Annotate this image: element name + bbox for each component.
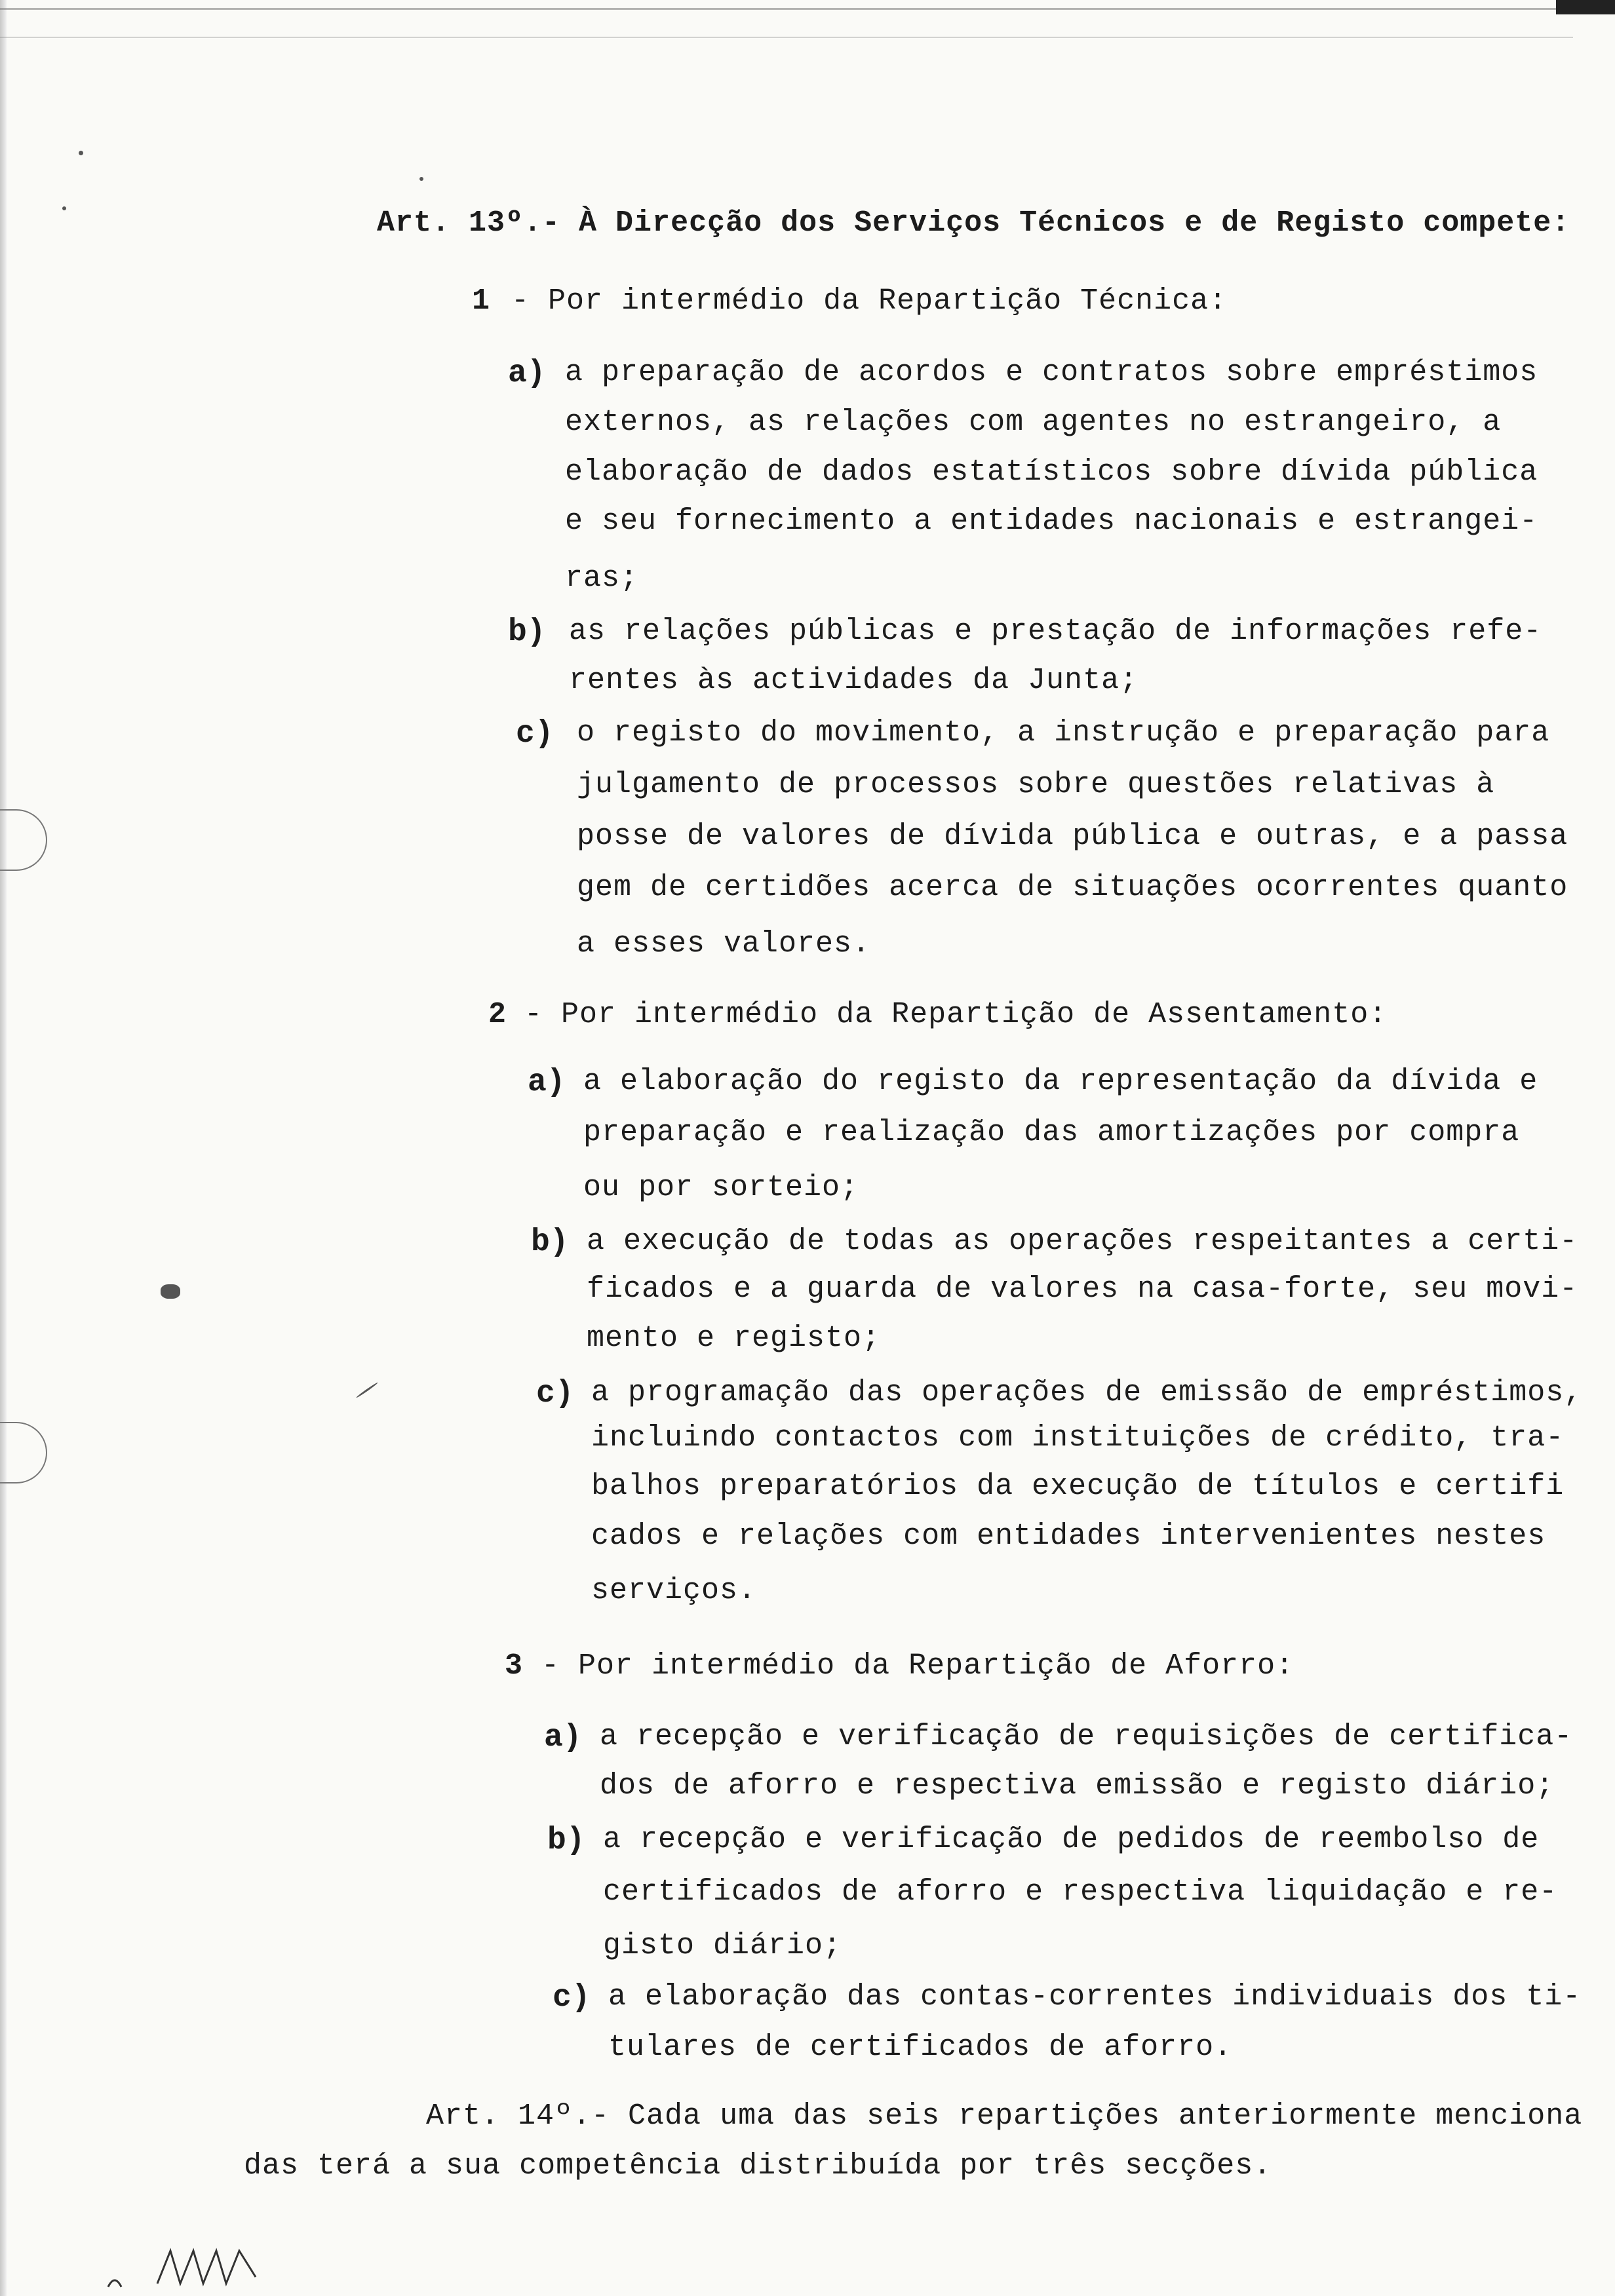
item-3a-line: dos de aforro e respectiva emissão e registo diário; — [600, 1769, 1555, 1803]
item-letter: c) — [553, 1980, 591, 2016]
top-rule-faint — [0, 37, 1573, 38]
section-2-title: - Por intermédio da Repartição de Assentamento: — [524, 998, 1388, 1031]
item-2a-line: preparação e realização das amortizações por compra — [583, 1116, 1520, 1149]
item-1a-line: a preparação de acordos e contratos sobre empréstimos — [565, 356, 1538, 389]
item-2a-line: a elaboração do registo da representação da dívida e — [583, 1065, 1538, 1098]
item-2c-line: cados e relações com entidades intervenientes nestes — [591, 1520, 1546, 1553]
item-1c-line: o registo do movimento, a instrução e preparação para — [577, 716, 1550, 750]
item-2c-line: serviços. — [591, 1574, 757, 1607]
item-3a-line: a recepção e verificação de requisições de certifica- — [600, 1720, 1573, 1753]
item-2b-line: mento e registo; — [587, 1322, 881, 1355]
speck — [419, 177, 423, 181]
section-3-number: 3 — [505, 1649, 524, 1683]
article-13-heading: Art. 13º.- À Direcção dos Serviços Técnicos e de Registo compete: — [377, 206, 1570, 240]
item-letter: b) — [508, 615, 546, 650]
scan-corner-shadow — [1556, 0, 1615, 14]
item-letter: a) — [544, 1720, 582, 1755]
punch-hole — [0, 1422, 47, 1483]
item-1c-line: a esses valores. — [577, 927, 871, 961]
handwritten-scrawl — [105, 2234, 367, 2293]
speck — [62, 206, 66, 210]
article-14-line: das terá a sua competência distribuída por três secções. — [244, 2149, 1272, 2183]
article-14-line: Art. 14º.- Cada uma das seis repartições anteriormente menciona — [426, 2099, 1583, 2133]
item-2c-line: balhos preparatórios da execução de títulos e certifi — [591, 1470, 1565, 1503]
section-2-number: 2 — [488, 998, 507, 1031]
pen-stroke — [356, 1382, 378, 1398]
section-3-title: - Por intermédio da Repartição de Aforro: — [541, 1649, 1294, 1683]
item-2c-line: incluindo contactos com instituições de crédito, tra- — [591, 1421, 1565, 1455]
paper-left-edge — [0, 0, 7, 2296]
item-letter: c) — [516, 716, 554, 752]
item-1a-line: e seu fornecimento a entidades nacionais e estrangei- — [565, 505, 1538, 538]
item-1c-line: gem de certidões acerca de situações ocorrentes quanto — [577, 871, 1568, 904]
item-3c-line: tulares de certificados de aforro. — [608, 2031, 1233, 2064]
item-1c-line: posse de valores de dívida pública e outras, e a passa — [577, 820, 1568, 853]
item-2b-line: a execução de todas as operações respeitantes a certi- — [587, 1225, 1578, 1258]
punch-hole — [0, 809, 47, 871]
item-letter: a) — [508, 356, 546, 391]
item-letter: a) — [528, 1065, 566, 1100]
item-1a-line: elaboração de dados estatísticos sobre dívida pública — [565, 455, 1538, 489]
top-rule — [0, 8, 1566, 10]
item-3b-line: gisto diário; — [603, 1929, 842, 1962]
item-letter: b) — [547, 1823, 585, 1858]
item-1a-line: ras; — [565, 562, 639, 595]
item-3b-line: certificados de aforro e respectiva liquidação e re- — [603, 1875, 1558, 1909]
item-1b-line: as relações públicas e prestação de informações refe- — [569, 615, 1542, 648]
item-2b-line: ficados e a guarda de valores na casa-forte, seu movi- — [587, 1272, 1578, 1306]
item-1c-line: julgamento de processos sobre questões relativas à — [577, 768, 1495, 801]
item-1b-line: rentes às actividades da Junta; — [569, 664, 1138, 697]
ink-blot — [161, 1284, 180, 1299]
section-1-number: 1 — [472, 284, 491, 318]
item-3c-line: a elaboração das contas-correntes individuais dos ti- — [608, 1980, 1582, 2014]
item-1a-line: externos, as relações com agentes no estrangeiro, a — [565, 406, 1502, 439]
item-2a-line: ou por sorteio; — [583, 1171, 859, 1204]
item-3b-line: a recepção e verificação de pedidos de reembolso de — [603, 1823, 1540, 1856]
section-1-title: - Por intermédio da Repartição Técnica: — [511, 284, 1228, 318]
speck — [79, 151, 83, 155]
item-2c-line: a programação das operações de emissão de empréstimos, — [591, 1376, 1583, 1409]
item-letter: b) — [531, 1225, 569, 1260]
item-letter: c) — [536, 1376, 574, 1411]
